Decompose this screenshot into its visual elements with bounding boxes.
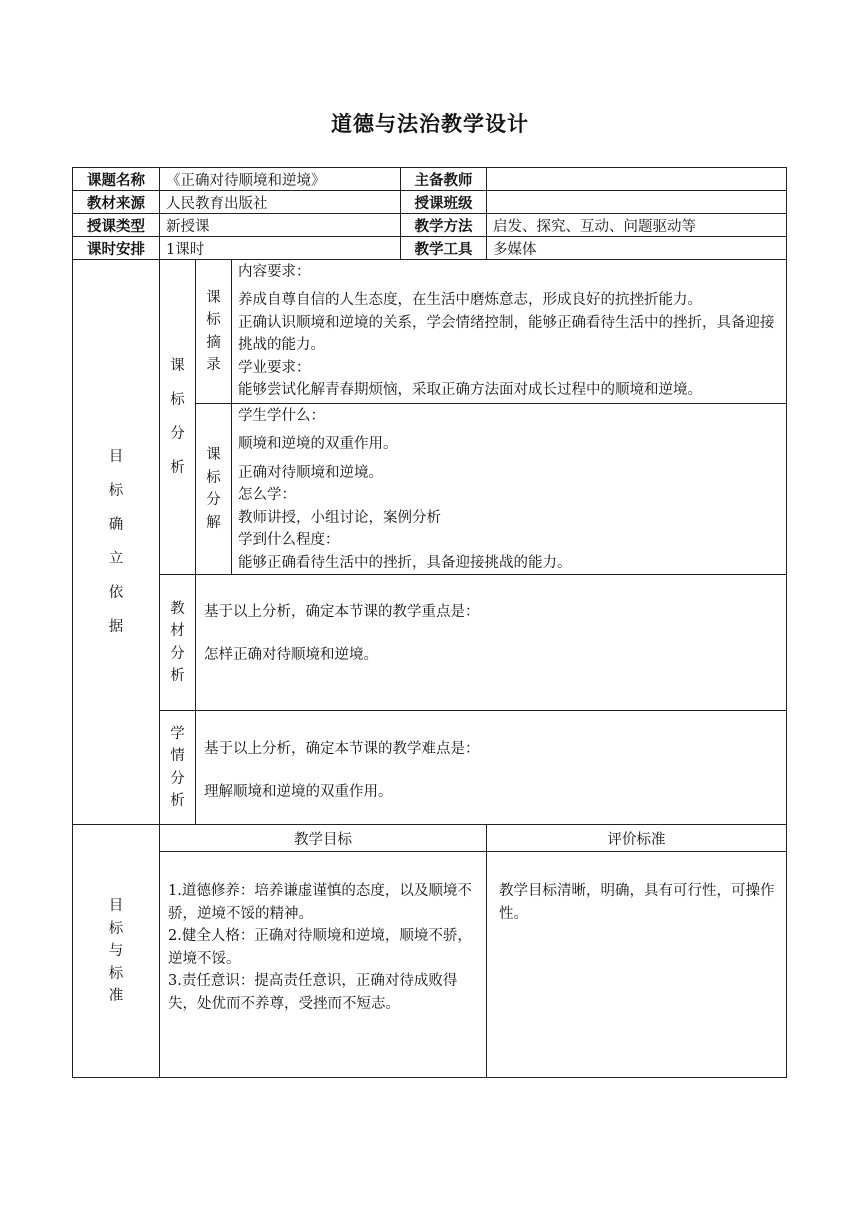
info-row-3 (73, 214, 787, 237)
goals-label: 目标与标准 (73, 825, 160, 1078)
value-topic: 《正确对待顺境和逆境》 (160, 168, 401, 191)
label-class: 授课班级 (401, 191, 487, 214)
decompose-label: 课标分解 (196, 404, 232, 575)
excerpt-row (73, 260, 787, 404)
textbook-line-1: 基于以上分析，确定本节课的教学重点是： (204, 604, 480, 621)
learner-line-1: 基于以上分析，确定本节课的教学难点是： (204, 741, 480, 758)
what-1: 顺境和逆境的双重作用。 (238, 436, 398, 453)
what-2: 正确对待顺境和逆境。 (238, 464, 383, 481)
goals-header-row (73, 825, 787, 852)
textbook-label: 教材分析 (160, 575, 196, 711)
label-topic: 课题名称 (73, 168, 160, 191)
value-class (487, 191, 787, 214)
goal-2: 2.健全人格：正确对待顺境和逆境，顺境不骄，逆境不馁。 (168, 928, 472, 967)
label-hours: 课时安排 (73, 237, 160, 260)
level-1: 能够正确看待生活中的挫折，具备迎接挑战的能力。 (238, 554, 572, 571)
level-title: 学到什么程度： (238, 532, 340, 549)
basis-label: 目标确立依据 (73, 260, 160, 825)
label-teaching-tools: 教学工具 (401, 237, 487, 260)
col-eval-header: 评价标准 (487, 825, 787, 852)
how-title: 怎么学： (238, 487, 296, 504)
value-hours: 1课时 (160, 237, 401, 260)
learner-row (73, 711, 787, 825)
how-1: 教师讲授，小组讨论，案例分析 (238, 509, 441, 526)
learner-line-2: 理解顺境和逆境的双重作用。 (204, 783, 393, 800)
lesson-design-table (72, 167, 787, 1078)
content-req-title: 内容要求： (238, 264, 311, 280)
goals-content-row (73, 852, 787, 1078)
value-lesson-type: 新授课 (160, 214, 401, 237)
info-row-2 (73, 191, 787, 214)
standard-analysis-label: 课标分析 (160, 260, 196, 575)
content-req-2: 正确认识顺境和逆境的关系，学会情绪控制，能够正确看待生活中的挫折，具备迎接挑战的能力。 (238, 314, 775, 354)
eval-content (487, 852, 787, 1078)
textbook-line-2: 怎样正确对待顺境和逆境。 (204, 646, 378, 663)
label-teaching-method: 教学方法 (401, 214, 487, 237)
label-lesson-type: 授课类型 (73, 214, 160, 237)
info-row-4 (73, 237, 787, 260)
decompose-content (232, 404, 787, 575)
info-row-1 (73, 168, 787, 191)
learner-content (196, 711, 787, 825)
what-title: 学生学什么： (238, 408, 325, 424)
col-goal-header: 教学目标 (160, 825, 487, 852)
content-req-1: 养成自尊自信的人生态度，在生活中磨炼意志，形成良好的抗挫折能力。 (238, 292, 702, 309)
goal-1: 1.道德修养：培养谦虚谨慎的态度，以及顺境不骄，逆境不馁的精神。 (168, 883, 472, 922)
learning-req-title: 学业要求： (238, 359, 311, 376)
document-title: 道德与法治教学设计 (331, 112, 529, 136)
value-teaching-tools: 多媒体 (487, 237, 787, 260)
eval-1: 教学目标清晰，明确，具有可行性，可操作性。 (499, 883, 775, 922)
textbook-content (196, 575, 787, 711)
learning-req-1: 能够尝试化解青春期烦恼，采取正确方法面对成长过程中的顺境和逆境。 (238, 382, 702, 399)
excerpt-content (232, 260, 787, 404)
value-main-teacher (487, 168, 787, 191)
goals-content (160, 852, 487, 1078)
goal-3: 3.责任意识：提高责任意识，正确对待成败得失，处优而不养尊，受挫而不短志。 (168, 973, 458, 1012)
value-textbook-source: 人民教育出版社 (160, 191, 401, 214)
value-teaching-method: 启发、探究、互动、问题驱动等 (487, 214, 787, 237)
learner-label: 学情分析 (160, 711, 196, 825)
label-main-teacher: 主备教师 (401, 168, 487, 191)
textbook-row (73, 575, 787, 711)
label-textbook-source: 教材来源 (73, 191, 160, 214)
excerpt-label: 课标摘录 (196, 260, 232, 404)
